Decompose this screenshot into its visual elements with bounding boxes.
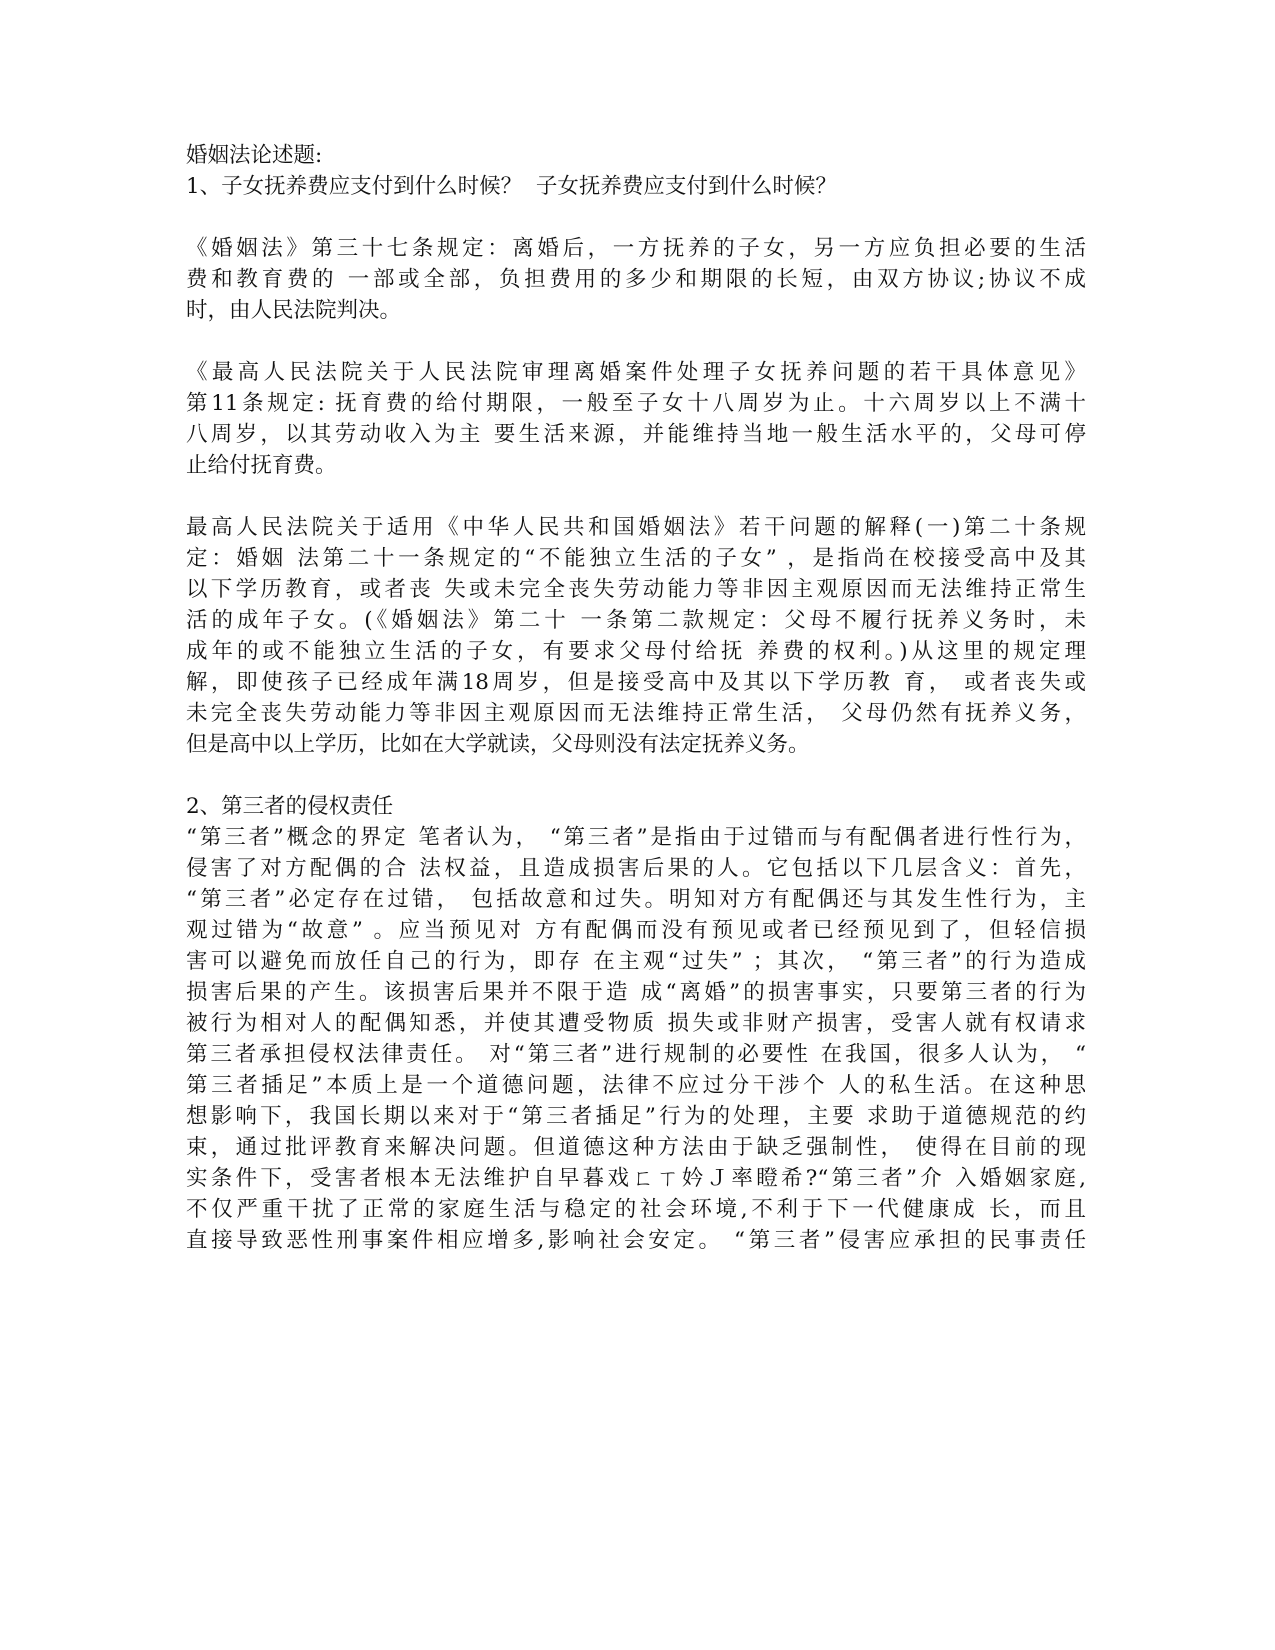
paragraph-line: “第三者”概念的界定 笔者认为， “第三者”是指由于过错而与有配偶者进行性行为， [186,825,1086,850]
paragraph-line: 成年的或不能独立生活的子女，有要求父母付给抚 养费的权利。)从这里的规定理 [186,639,1086,664]
paragraph-judicial-interpretation-article-20 [186,512,1086,760]
document-title: 婚姻法论述题: [186,143,323,168]
paragraph-line: 损害后果的产生。该损害后果并不限于造 成“离婚”的损害事实，只要第三者的行为 [186,980,1086,1005]
paragraph-line: 八周岁，以其劳动收入为主 要生活来源，并能维持当地一般生活水平的，父母可停 [186,422,1086,447]
paragraph-line: 活的成年子女。(《婚姻法》第二十 一条第二款规定：父母不履行抚养义务时，未 [186,608,1086,633]
paragraph-line: 第三者插足”本质上是一个道德问题，法律不应过分干涉个 人的私生活。在这种思 [186,1073,1086,1098]
paragraph-line: 直接导致恶性刑事案件相应增多,影响社会安定。 “第三者”侵害应承担的民事责任 [186,1228,1086,1253]
paragraph-line: 定：婚姻 法第二十一条规定的“不能独立生活的子女” ，是指尚在校接受高中及其 [186,546,1086,571]
paragraph-line: 止给付抚育费。 [186,453,337,478]
paragraph-spacer [186,202,1086,233]
paragraph-line: 最高人民法院关于适用《中华人民共和国婚姻法》若干问题的解释(一)第二十条规 [186,515,1086,540]
paragraph-line: 解，即使孩子已经成年满18周岁，但是接受高中及其以下学历教 育， 或者丧失或 [186,670,1086,695]
question-2-heading: 2、第三者的侵权责任 [186,794,394,819]
paragraph-line: 但是高中以上学历，比如在大学就读，父母则没有法定抚养义务。 [186,732,810,757]
paragraph-line: 《婚姻法》第三十七条规定：离婚后，一方抚养的子女，另一方应负担必要的生活 [186,236,1086,261]
paragraph-line: 以下学历教育，或者丧 失或未完全丧失劳动能力等非因主观原因而无法维持正常生 [186,577,1086,602]
paragraph-line: 不仅严重干扰了正常的家庭生活与稳定的社会环境,不利于下一代健康成 长，而且 [186,1197,1086,1222]
paragraph-line: 未完全丧失劳动能力等非因主观原因而无法维持正常生活， 父母仍然有抚养义务， [186,701,1086,726]
document-page [186,140,1086,1256]
paragraph-line: “第三者”必定存在过错， 包括故意和过失。明知对方有配偶还与其发生性行为，主 [186,887,1086,912]
paragraph-line: 第11条规定: 抚育费的给付期限，一般至子女十八周岁为止。十六周岁以上不满十 [186,391,1086,416]
paragraph-line: 害可以避免而放任自己的行为，即存 在主观“过失” ；其次， “第三者”的行为造成 [186,949,1086,974]
paragraph-supreme-court-opinion-article-11 [186,357,1086,481]
paragraph-line: 《最高人民法院关于人民法院审理离婚案件处理子女抚养问题的若干具体意见》 [186,360,1086,385]
paragraph-line: 费和教育费的 一部或全部，负担费用的多少和期限的长短，由双方协议;协议不成 [186,267,1086,292]
paragraph-line: 被行为相对人的配偶知悉，并使其遭受物质 损失或非财产损害，受害人就有权请求 [186,1011,1086,1036]
question-1-heading: 1、子女抚养费应支付到什么时候？ 子女抚养费应支付到什么时候？ [186,174,837,199]
paragraph-third-party-tort-liability [186,822,1086,1256]
paragraph-line: 第三者承担侵权法律责任。 对“第三者”进行规制的必要性 在我国，很多人认为， “ [186,1042,1086,1067]
paragraph-line: 实条件下，受害者根本无法维护自早暮戏ㄈㄒ妗Ｊ率瞪希?“第三者”介 入婚姻家庭, [186,1166,1086,1191]
paragraph-line: 观过错为“故意” 。应当预见对 方有配偶而没有预见或者已经预见到了，但轻信损 [186,918,1086,943]
paragraph-line: 侵害了对方配偶的合 法权益，且造成损害后果的人。它包括以下几层含义：首先， [186,856,1086,881]
paragraph-line: 束，通过批评教育来解决问题。但道德这种方法由于缺乏强制性， 使得在目前的现 [186,1135,1086,1160]
paragraph-line: 想影响下，我国长期以来对于“第三者插足”行为的处理，主要 求助于道德规范的约 [186,1104,1086,1129]
paragraph-line: 时，由人民法院判决。 [186,298,402,323]
paragraph-marriage-law-article-37 [186,233,1086,326]
paragraph-spacer [186,326,1086,357]
paragraph-spacer [186,481,1086,512]
paragraph-spacer [186,760,1086,791]
